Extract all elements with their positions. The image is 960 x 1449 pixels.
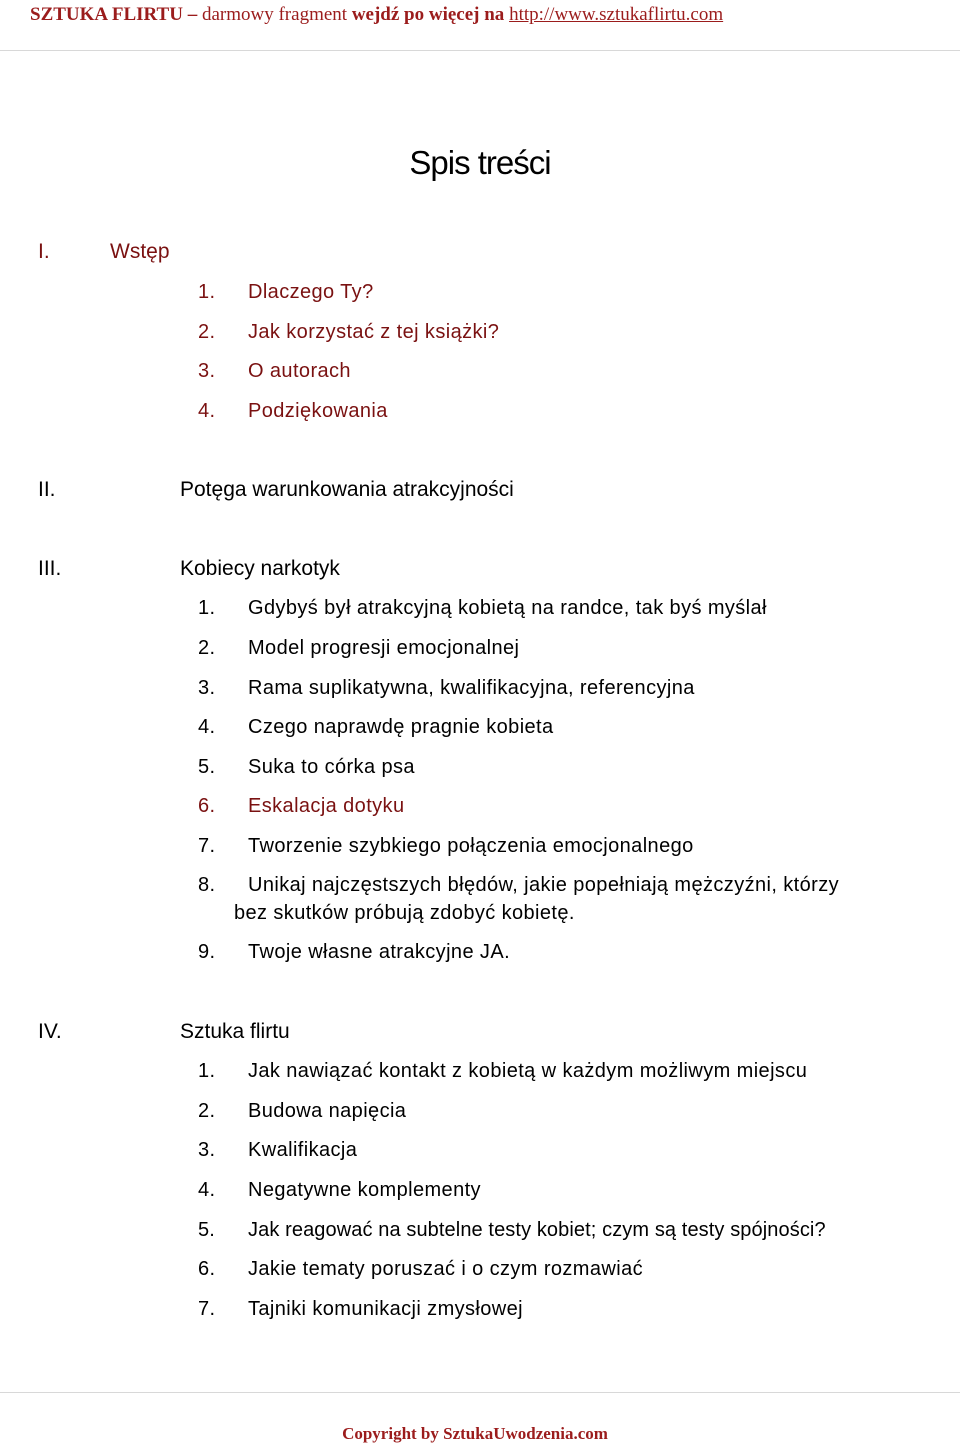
toc-item	[198, 636, 519, 660]
toc-item-text: Dlaczego Ty?	[248, 281, 374, 303]
toc-item-text: Negatywne komplementy	[248, 1179, 481, 1201]
toc-item-number: 9.	[198, 941, 216, 963]
header-brand: SZTUKA FLIRTU	[30, 4, 183, 25]
section-2-numeral: II.	[38, 478, 56, 501]
toc-item-number: 7.	[198, 835, 216, 857]
toc-item	[198, 834, 694, 858]
toc-item-text: Kwalifikacja	[248, 1139, 358, 1161]
toc-item-number: 3.	[198, 360, 216, 382]
toc-item-text: Podziękowania	[248, 400, 388, 422]
toc-item-number: 3.	[198, 1139, 216, 1161]
toc-item	[198, 940, 510, 964]
toc-item-text: Rama suplikatywna, kwalifikacyjna, referencyjna	[248, 677, 695, 699]
toc-item-number: 4.	[198, 400, 216, 422]
toc-item-number: 2.	[198, 637, 216, 659]
toc-item-number: 4.	[198, 1179, 216, 1201]
toc-item-number: 3.	[198, 677, 216, 699]
toc-item-number: 5.	[198, 756, 216, 778]
section-3-numeral: III.	[38, 557, 62, 580]
section-1-numeral: I.	[38, 240, 50, 263]
footer-copyright: Copyright by SztukaUwodzenia.com	[342, 1424, 608, 1443]
toc-item	[198, 1059, 807, 1083]
toc-item	[198, 280, 374, 304]
toc-item-text: Jak nawiązać kontakt z kobietą w każdym możliwym miejscu	[248, 1060, 808, 1082]
toc-item-text: Budowa napięcia	[248, 1100, 407, 1122]
header-url-link[interactable]: http://www.sztukaflirtu.com	[509, 4, 724, 25]
toc-item-text: Tworzenie szybkiego połączenia emocjonalnego	[248, 835, 694, 857]
toc-item-number: 2.	[198, 1100, 216, 1122]
toc-item-number: 1.	[198, 597, 216, 619]
toc-item-text: Tajniki komunikacji zmysłowej	[248, 1298, 524, 1320]
page-header	[30, 4, 723, 26]
toc-item-text-continued: bez skutków próbują zdobyć kobietę.	[234, 902, 575, 924]
toc-item-text: O autorach	[248, 360, 351, 382]
toc-item	[198, 399, 388, 423]
toc-item	[198, 1218, 826, 1242]
page-title: Spis treści	[409, 144, 551, 181]
header-fragment: darmowy fragment	[201, 4, 348, 25]
toc-item-number: 1.	[198, 281, 216, 303]
toc-item-number: 6.	[198, 795, 216, 817]
toc-item	[198, 359, 351, 383]
toc-item-text: Jak korzystać z tej książki?	[248, 321, 500, 343]
toc-item	[198, 794, 404, 818]
toc-item	[198, 1257, 643, 1281]
toc-item-number: 7.	[198, 1298, 216, 1320]
toc-item-text: Suka to córka psa	[248, 756, 415, 778]
toc-item-text: Twoje własne atrakcyjne JA.	[248, 941, 511, 963]
header-dash: –	[182, 4, 202, 25]
toc-item-text: Gdybyś był atrakcyjną kobietą na randce, tak byś myślał	[248, 597, 767, 619]
section-4-numeral: IV.	[38, 1020, 62, 1043]
toc-item-text: Jak reagować na subtelne testy kobiet; czym są testy spójności?	[248, 1219, 826, 1241]
section-3-label: Kobiecy narkotyk	[180, 557, 340, 580]
toc-item	[198, 596, 767, 620]
toc-item	[198, 871, 839, 927]
toc-item	[198, 1178, 481, 1202]
footer-divider	[0, 1392, 960, 1393]
toc-item	[198, 1138, 357, 1162]
toc-item	[198, 715, 554, 739]
toc-item-text: Unikaj najczęstszych błędów, jakie popełniają mężczyźni, którzy	[248, 874, 840, 896]
toc-item-number: 5.	[198, 1219, 215, 1241]
toc-item-number: 8.	[198, 874, 216, 896]
section-1-label: Wstęp	[110, 240, 170, 263]
toc-item-number: 2.	[198, 321, 216, 343]
toc-item	[198, 1099, 406, 1123]
toc-item-text: Jakie tematy poruszać i o czym rozmawiać	[248, 1258, 644, 1280]
toc-item	[198, 1297, 523, 1321]
toc-item-text: Czego naprawdę pragnie kobieta	[248, 716, 554, 738]
toc-item-number: 4.	[198, 716, 216, 738]
toc-item-number: 6.	[198, 1258, 216, 1280]
toc-item	[198, 320, 499, 344]
toc-item-text: Model progresji emocjonalnej	[248, 637, 520, 659]
toc-item	[198, 755, 415, 779]
toc-item-number: 1.	[198, 1060, 216, 1082]
header-divider	[0, 50, 960, 51]
toc-item-text: Eskalacja dotyku	[248, 795, 405, 817]
section-2-label: Potęga warunkowania atrakcyjności	[180, 478, 514, 501]
header-cta: wejdź po więcej na	[351, 4, 505, 25]
toc-item	[198, 676, 695, 700]
section-4-label: Sztuka flirtu	[180, 1020, 290, 1043]
